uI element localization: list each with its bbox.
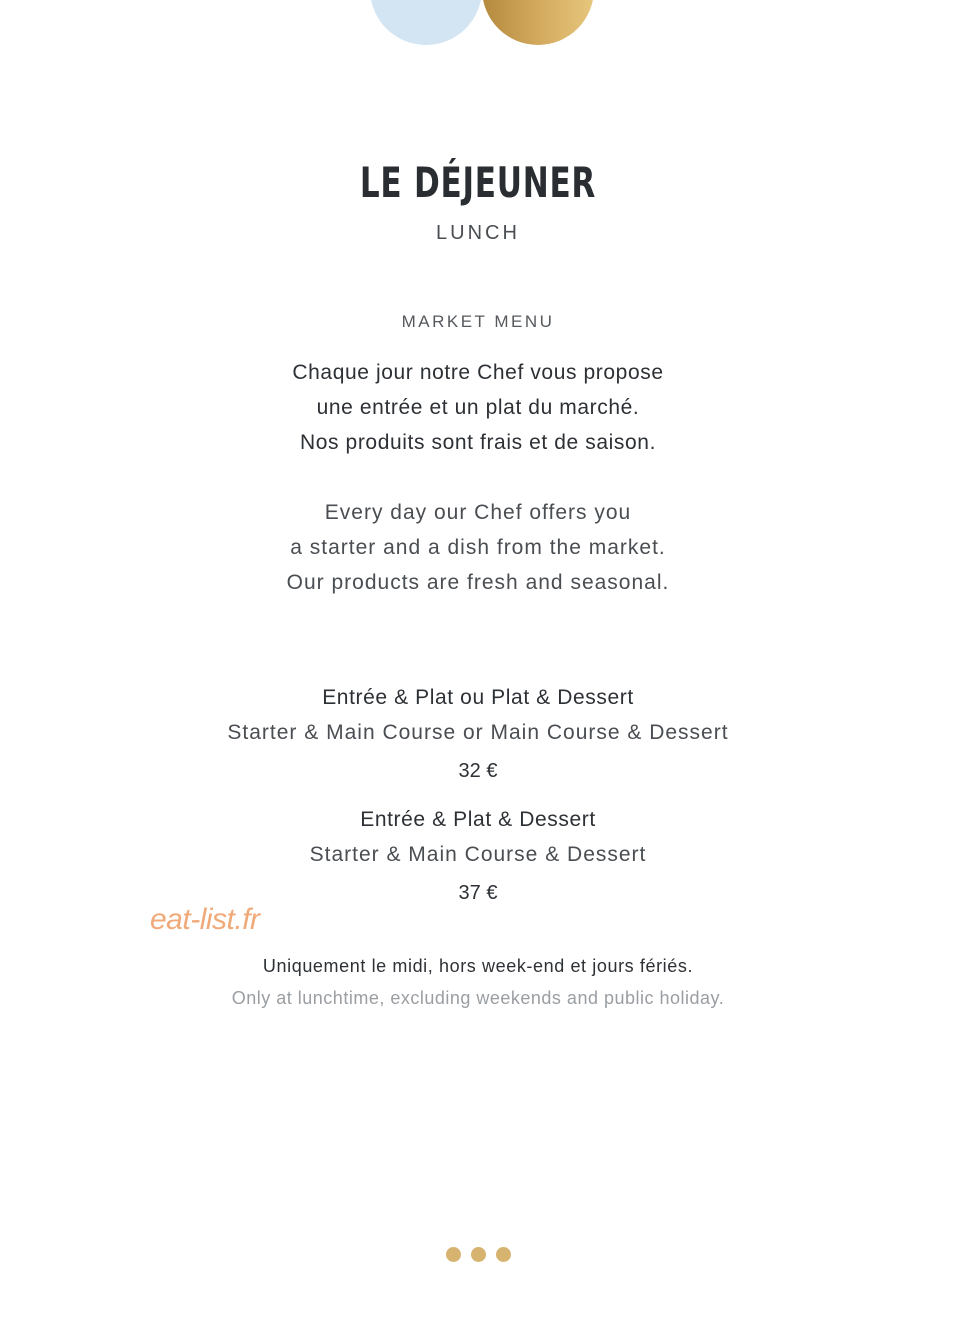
pagination-dots-icon — [0, 1247, 956, 1262]
description-en-line: Every day our Chef offers you — [324, 501, 632, 524]
availability-note-fr: Uniquement le midi, hors week-end et jours fériés. — [262, 956, 694, 976]
offer-2-price: 37 € — [458, 882, 498, 904]
availability-note-en: Only at lunchtime, excluding weekends and public holiday. — [231, 988, 725, 1008]
offer-1-french: Entrée & Plat ou Plat & Dessert — [322, 686, 634, 709]
description-en-line: Our products are fresh and seasonal. — [286, 571, 670, 594]
description-fr-line: Chaque jour notre Chef vous propose — [292, 361, 664, 384]
market-menu-label: MARKET MENU — [401, 312, 555, 331]
page-title: LE DÉJEUNER — [359, 158, 597, 207]
watermark: eat-list.fr — [150, 903, 260, 936]
offer-2-french: Entrée & Plat & Dessert — [360, 808, 596, 831]
decor-circle-gold-icon — [482, 0, 594, 45]
decor-circle-blue-icon — [370, 0, 482, 45]
market-menu-description-en — [0, 495, 956, 600]
dot-icon — [446, 1247, 461, 1262]
offer-1-english: Starter & Main Course or Main Course & Dessert — [227, 721, 729, 744]
dot-icon — [496, 1247, 511, 1262]
market-menu-description-fr — [0, 355, 956, 460]
offer-2-english: Starter & Main Course & Dessert — [309, 843, 647, 866]
offer-1-price: 32 € — [458, 760, 498, 782]
description-fr-line: une entrée et un plat du marché. — [316, 396, 640, 419]
description-en-line: a starter and a dish from the market. — [290, 536, 666, 559]
page-subtitle: LUNCH — [436, 222, 520, 244]
dot-icon — [471, 1247, 486, 1262]
description-fr-line: Nos produits sont frais et de saison. — [299, 431, 657, 454]
